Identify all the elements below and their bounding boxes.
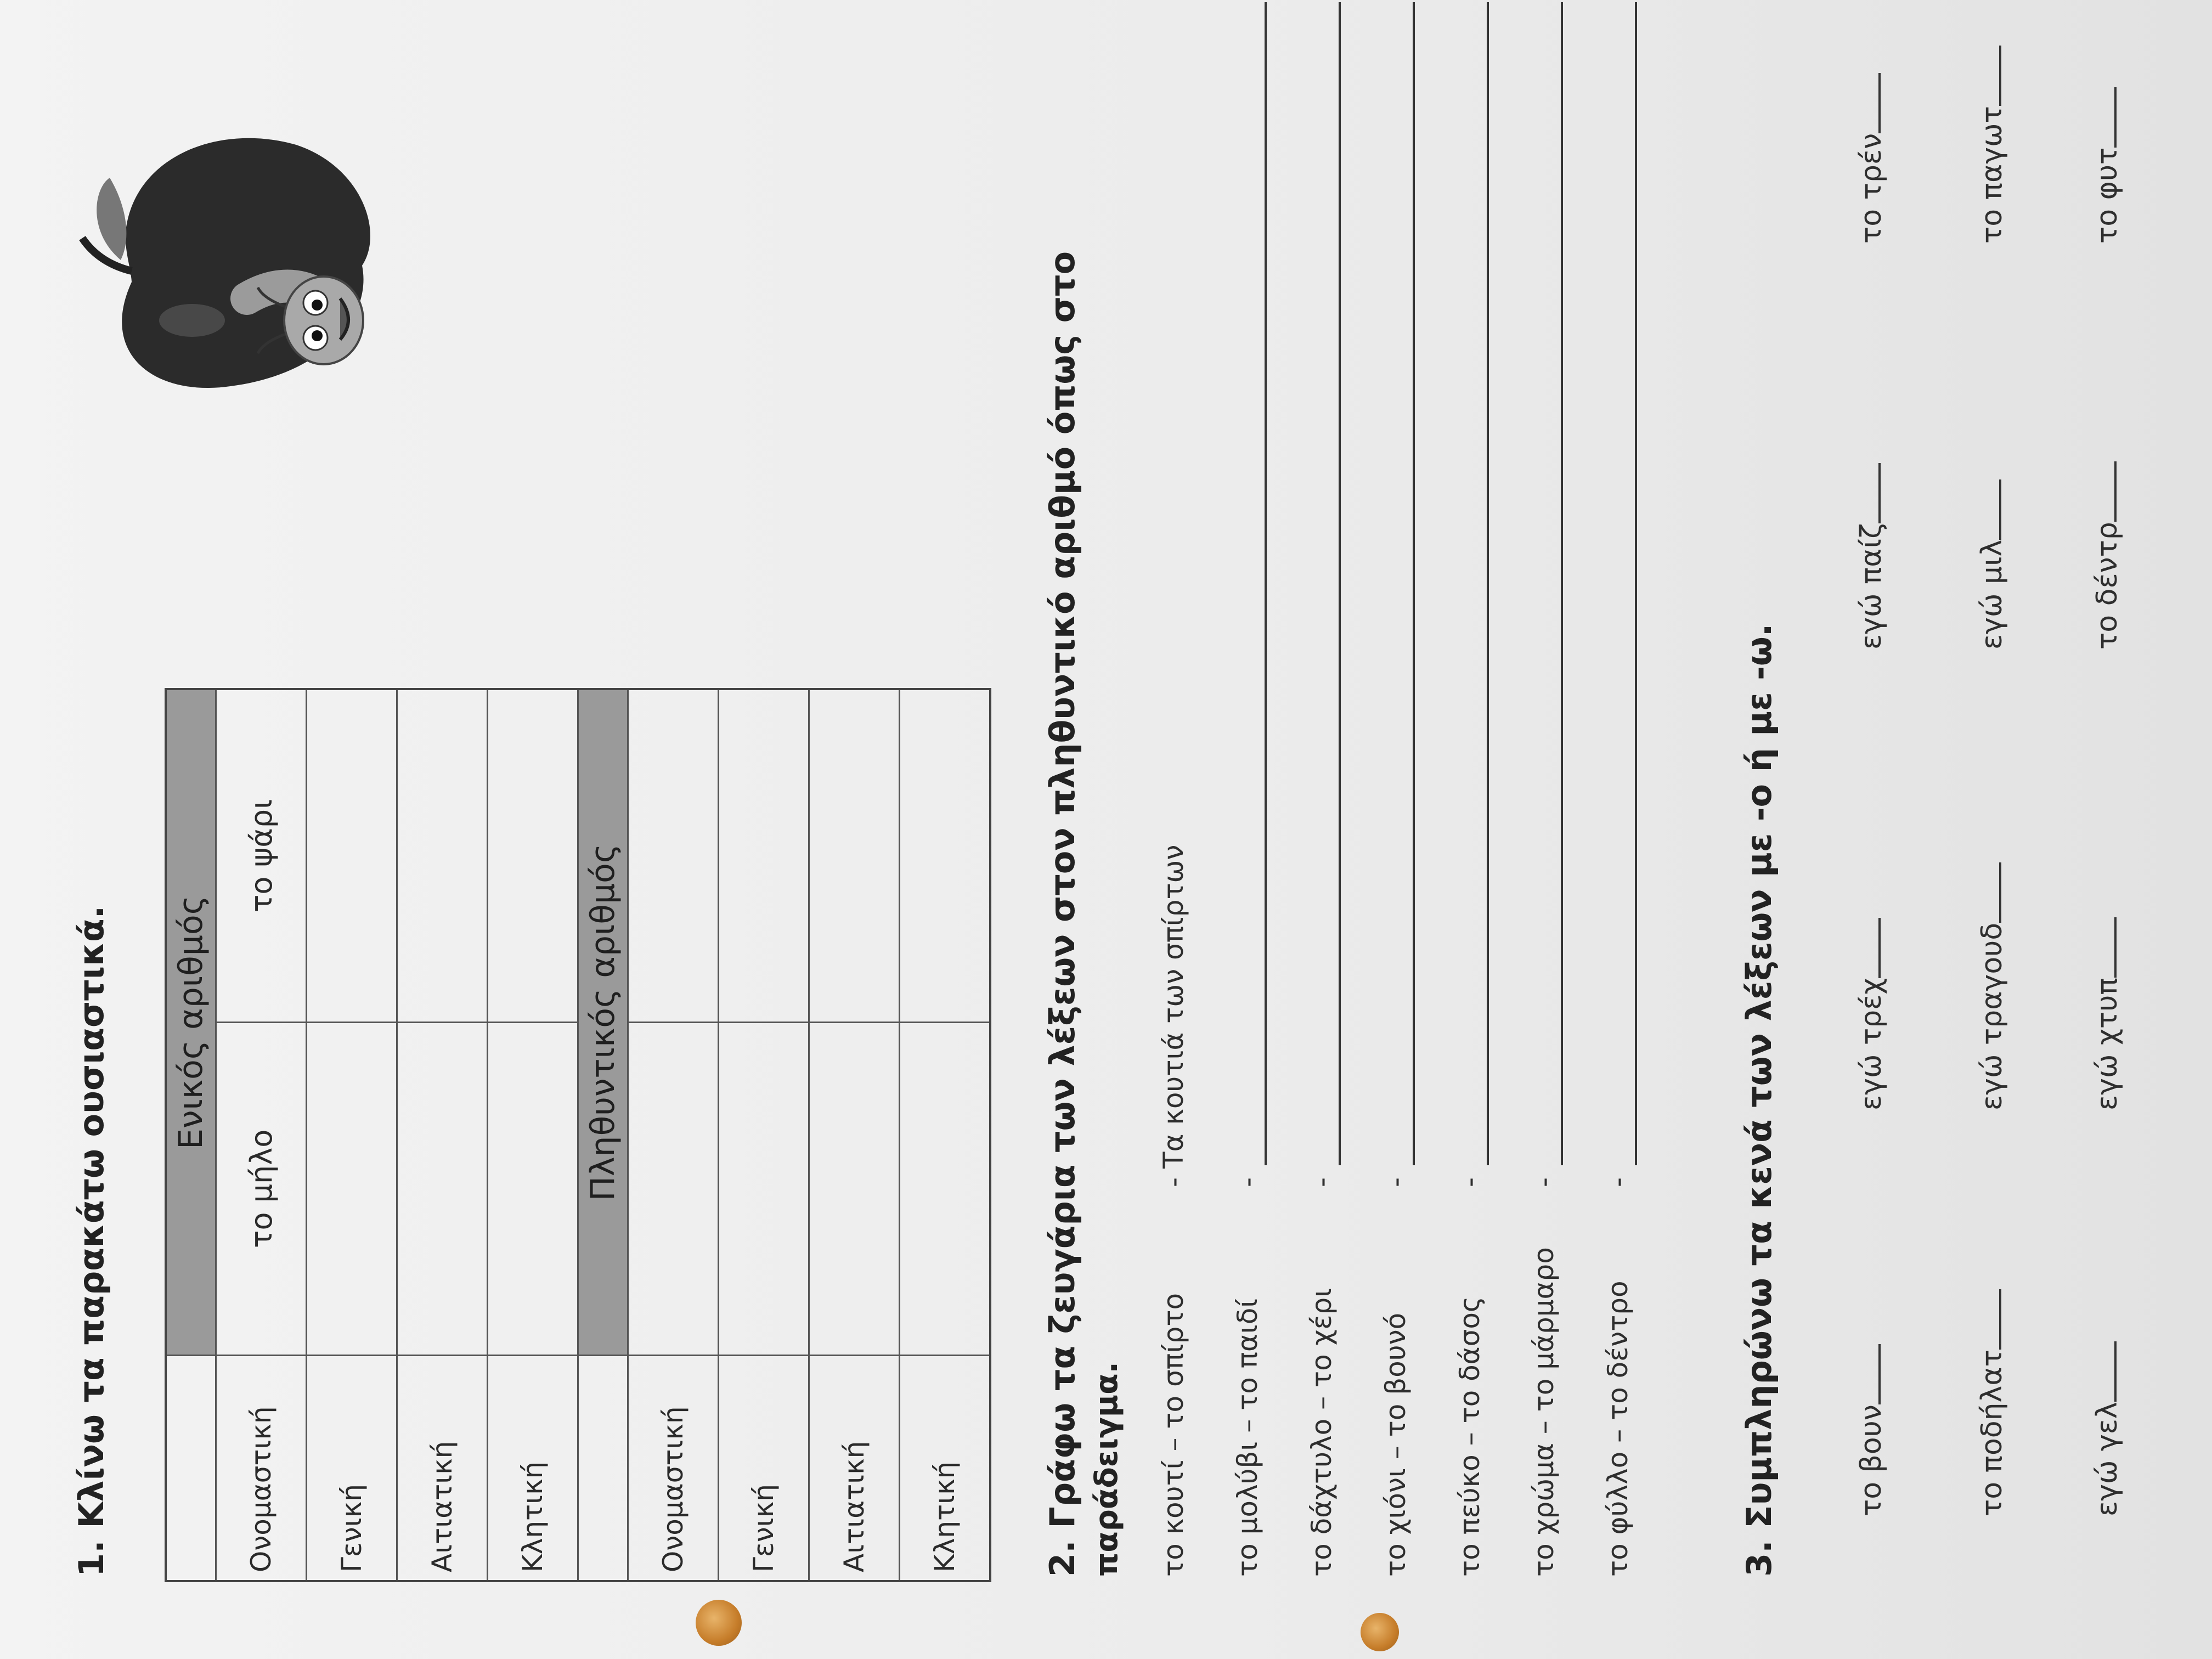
fill-item[interactable]: εγώ τρέχ [1854, 918, 1888, 1110]
fill-item[interactable]: το δέντρ [2090, 461, 2124, 650]
case-nominative-plural: Ονομαστική [628, 1356, 719, 1582]
blank-cell[interactable] [307, 689, 397, 1022]
exercise3-instruction-text: Συμπληρώνω τα κενά των λέξεων με -ο ή με -ω. [1739, 623, 1779, 1528]
fill-item[interactable]: εγώ χτυπ [2090, 917, 2124, 1110]
blank-cell[interactable] [809, 1022, 900, 1355]
blank-cell[interactable] [397, 689, 488, 1022]
pair-5: το πεύκο – το δάσος [1454, 1296, 1486, 1577]
worm-apple-illustration [66, 123, 395, 463]
pair-2: το μολύβι – το παιδί [1232, 1298, 1263, 1577]
answer-dash-4: - [1380, 1177, 1412, 1187]
exercise2-instruction [1042, 251, 1082, 1577]
blank-cell[interactable] [488, 1022, 578, 1355]
blank-cell[interactable] [628, 689, 719, 1022]
plural-header: Πληθυντικός αριθμός [578, 689, 628, 1356]
fill-item[interactable]: εγώ παίζ [1854, 463, 1888, 650]
answer-line-7[interactable] [1635, 2, 1637, 1165]
exercise2-instruction-line1: Γράφω τα ζευγάρια των λέξεων στον πληθυντικό αριθμό όπως στο [1042, 251, 1082, 1528]
case-accusative: Αιτιατική [397, 1356, 488, 1582]
blank-cell[interactable] [397, 1022, 488, 1355]
fill-item[interactable]: το ποδήλατ [1975, 1289, 2008, 1516]
case-accusative-plural: Αιτιατική [809, 1356, 900, 1582]
case-nominative: Ονομαστική [216, 1356, 307, 1582]
fill-item[interactable]: το τρέν [1854, 73, 1888, 244]
answer-line-4[interactable] [1413, 2, 1415, 1165]
example-answer-text: Τα κουτιά των σπίρτων [1158, 844, 1189, 1169]
blank-cell[interactable] [628, 1022, 719, 1355]
answer-dash-7: - [1602, 1177, 1634, 1187]
answer-dash-2: - [1232, 1177, 1263, 1187]
word-psari: το ψάρι [216, 689, 307, 1022]
exercise3-instruction [1739, 624, 1779, 1577]
blank-cell[interactable] [809, 689, 900, 1022]
pair-6: το χρώμα – το μάρμαρο [1528, 1247, 1560, 1577]
blank-cell[interactable] [900, 689, 991, 1022]
singular-header: Ενικός αριθμός [166, 689, 216, 1356]
exercise1-title [71, 906, 111, 1577]
fill-item[interactable]: εγώ μιλ [1975, 479, 2008, 650]
answer-dash-6: - [1528, 1177, 1560, 1187]
blank-cell[interactable] [719, 1022, 809, 1355]
fill-item[interactable]: το φυτ [2090, 87, 2124, 244]
answer-dash-5: - [1454, 1177, 1486, 1187]
blank-cell[interactable] [307, 1022, 397, 1355]
exercise2-instruction-line2: παράδειγμα. [1089, 1362, 1125, 1577]
singular-table [165, 688, 991, 1582]
fill-item[interactable]: εγώ τραγουδ [1975, 862, 2008, 1110]
case-genitive: Γενική [307, 1356, 397, 1582]
exercise1-instruction: Κλίνω τα παρακάτω ουσιαστικά. [71, 905, 111, 1528]
exercise2-number: 2. [1042, 1540, 1082, 1577]
pair-4: το χιόνι – το βουνό [1380, 1312, 1412, 1577]
fill-item[interactable]: το παγωτ [1975, 46, 2008, 244]
answer-line-6[interactable] [1561, 2, 1563, 1165]
exercise1-number: 1. [71, 1540, 111, 1577]
answer-line-2[interactable] [1265, 2, 1267, 1165]
pair-1: το κουτί – το σπίρτο [1158, 1293, 1189, 1577]
blank-cell[interactable] [900, 1022, 991, 1355]
word-milo: το μήλο [216, 1022, 307, 1355]
blank-cell[interactable] [719, 689, 809, 1022]
pair-7: το φύλλο – το δέντρο [1602, 1280, 1634, 1577]
case-vocative: Κλητική [488, 1356, 578, 1582]
case-genitive-plural: Γενική [719, 1356, 809, 1582]
answer-line-3[interactable] [1339, 2, 1341, 1165]
case-vocative-plural: Κλητική [900, 1356, 991, 1582]
fill-item[interactable]: εγώ γελ [2090, 1341, 2124, 1516]
answer-line-5[interactable] [1487, 2, 1489, 1165]
example-answer: - Τα κουτιά των σπίρτων [1158, 844, 1189, 1187]
exercise3-number: 3. [1739, 1540, 1779, 1577]
pair-3: το δάχτυλο – το χέρι [1306, 1288, 1338, 1577]
fill-item[interactable]: το βουν [1854, 1344, 1888, 1516]
blank-cell[interactable] [488, 689, 578, 1022]
answer-dash-3: - [1306, 1177, 1338, 1187]
